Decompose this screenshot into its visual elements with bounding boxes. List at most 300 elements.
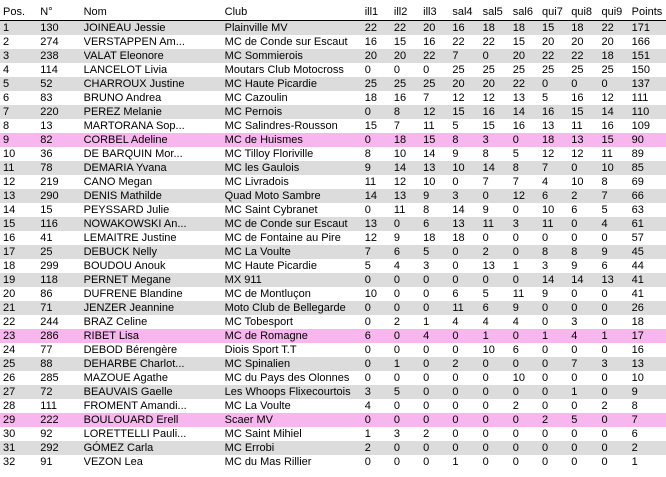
- cell-qui8: 0: [571, 427, 601, 441]
- cell-pos: 7: [0, 105, 40, 119]
- header-row: [0, 4, 666, 21]
- cell-sal6: 0: [513, 273, 542, 287]
- table-row: [0, 357, 666, 371]
- cell-ill1: 0: [365, 273, 394, 287]
- cell-pos: 4: [0, 63, 40, 77]
- cell-sal5: 0: [483, 399, 513, 413]
- cell-club: Diois Sport T.T: [225, 343, 365, 357]
- cell-ill1: 25: [365, 77, 394, 91]
- cell-ill2: 0: [394, 301, 423, 315]
- table-row: [0, 217, 666, 231]
- cell-sal6: 0: [513, 385, 542, 399]
- cell-pos: 18: [0, 259, 40, 273]
- table-row: [0, 161, 666, 175]
- table-row: [0, 203, 666, 217]
- cell-qui7: 15: [542, 21, 571, 36]
- cell-ill2: 6: [394, 245, 423, 259]
- cell-qui9: 25: [601, 63, 631, 77]
- cell-club: MC Spinalien: [225, 357, 365, 371]
- cell-sal4: 0: [452, 371, 482, 385]
- cell-ill3: 0: [423, 413, 452, 427]
- cell-sal6: 0: [513, 231, 542, 245]
- cell-ill1: 0: [365, 105, 394, 119]
- cell-qui9: 12: [601, 91, 631, 105]
- cell-number: 219: [40, 175, 83, 189]
- cell-number: 78: [40, 161, 83, 175]
- cell-name: BRUNO Andrea: [84, 91, 225, 105]
- cell-points: 109: [632, 119, 666, 133]
- cell-sal5: 11: [483, 217, 513, 231]
- cell-qui8: 0: [571, 217, 601, 231]
- cell-sal6: 7: [513, 175, 542, 189]
- cell-pos: 31: [0, 441, 40, 455]
- cell-qui9: 20: [601, 35, 631, 49]
- table-row: [0, 21, 666, 36]
- cell-sal4: 1: [452, 455, 482, 469]
- cell-ill3: 0: [423, 399, 452, 413]
- cell-ill3: 8: [423, 203, 452, 217]
- cell-sal6: 0: [513, 455, 542, 469]
- cell-ill1: 0: [365, 133, 394, 147]
- cell-ill3: 9: [423, 189, 452, 203]
- cell-points: 111: [632, 91, 666, 105]
- cell-points: 61: [632, 217, 666, 231]
- cell-ill1: 0: [365, 371, 394, 385]
- cell-number: 111: [40, 399, 83, 413]
- cell-name: DENIS Mathilde: [84, 189, 225, 203]
- header-club: Club: [225, 4, 365, 21]
- cell-points: 41: [632, 287, 666, 301]
- cell-ill3: 5: [423, 245, 452, 259]
- cell-points: 89: [632, 147, 666, 161]
- cell-name: NOWAKOWSKI An...: [84, 217, 225, 231]
- cell-qui9: 13: [601, 273, 631, 287]
- cell-points: 26: [632, 301, 666, 315]
- cell-sal4: 10: [452, 161, 482, 175]
- cell-sal6: 18: [513, 21, 542, 36]
- cell-sal6: 5: [513, 147, 542, 161]
- cell-qui8: 0: [571, 399, 601, 413]
- table-row: [0, 301, 666, 315]
- cell-ill3: 0: [423, 357, 452, 371]
- cell-qui9: 11: [601, 147, 631, 161]
- cell-name: LORETTELLI Pauli...: [84, 427, 225, 441]
- cell-sal5: 7: [483, 175, 513, 189]
- cell-number: 118: [40, 273, 83, 287]
- cell-ill1: 15: [365, 119, 394, 133]
- cell-qui9: 0: [601, 385, 631, 399]
- cell-qui7: 2: [542, 413, 571, 427]
- cell-qui8: 13: [571, 133, 601, 147]
- cell-sal4: 0: [452, 259, 482, 273]
- cell-sal4: 0: [452, 413, 482, 427]
- cell-sal4: 12: [452, 91, 482, 105]
- cell-sal6: 14: [513, 105, 542, 119]
- cell-points: 45: [632, 245, 666, 259]
- cell-ill1: 8: [365, 147, 394, 161]
- cell-ill3: 1: [423, 315, 452, 329]
- cell-qui9: 0: [601, 413, 631, 427]
- cell-ill2: 4: [394, 259, 423, 273]
- cell-qui7: 14: [542, 273, 571, 287]
- cell-club: MC La Voulte: [225, 399, 365, 413]
- cell-qui8: 0: [571, 371, 601, 385]
- cell-sal5: 3: [483, 133, 513, 147]
- cell-sal5: 0: [483, 231, 513, 245]
- cell-qui9: 1: [601, 329, 631, 343]
- cell-sal5: 18: [483, 21, 513, 36]
- cell-qui9: 16: [601, 119, 631, 133]
- cell-ill2: 11: [394, 203, 423, 217]
- cell-ill3: 10: [423, 175, 452, 189]
- cell-points: 69: [632, 175, 666, 189]
- cell-ill3: 0: [423, 385, 452, 399]
- header-sal6: sal6: [513, 4, 542, 21]
- cell-club: MC Haute Picardie: [225, 259, 365, 273]
- header-sal4: sal4: [452, 4, 482, 21]
- cell-pos: 10: [0, 147, 40, 161]
- cell-sal4: 15: [452, 105, 482, 119]
- cell-number: 52: [40, 77, 83, 91]
- cell-sal4: 0: [452, 329, 482, 343]
- cell-sal4: 14: [452, 203, 482, 217]
- cell-qui8: 8: [571, 245, 601, 259]
- cell-number: 222: [40, 413, 83, 427]
- cell-club: MC de Conde sur Escaut: [225, 217, 365, 231]
- cell-qui7: 18: [542, 133, 571, 147]
- table-row: [0, 413, 666, 427]
- cell-qui9: 6: [601, 259, 631, 273]
- cell-club: MC Sommierois: [225, 49, 365, 63]
- cell-name: LEMAITRE Justine: [84, 231, 225, 245]
- cell-qui7: 0: [542, 385, 571, 399]
- cell-ill2: 0: [394, 287, 423, 301]
- cell-ill2: 13: [394, 189, 423, 203]
- cell-points: 13: [632, 357, 666, 371]
- cell-number: 71: [40, 301, 83, 315]
- cell-club: MC les Gaulois: [225, 161, 365, 175]
- cell-club: MC de Conde sur Escaut: [225, 35, 365, 49]
- cell-sal6: 1: [513, 259, 542, 273]
- cell-points: 17: [632, 329, 666, 343]
- cell-sal5: 0: [483, 441, 513, 455]
- table-row: [0, 441, 666, 455]
- cell-sal6: 0: [513, 329, 542, 343]
- cell-points: 151: [632, 49, 666, 63]
- results-table: [0, 4, 666, 469]
- cell-club: MC Haute Picardie: [225, 77, 365, 91]
- cell-sal6: 0: [513, 133, 542, 147]
- header-number: N°: [40, 4, 83, 21]
- cell-ill2: 20: [394, 49, 423, 63]
- cell-club: Moutars Club Motocross: [225, 63, 365, 77]
- cell-qui7: 0: [542, 301, 571, 315]
- cell-ill2: 0: [394, 455, 423, 469]
- cell-number: 82: [40, 133, 83, 147]
- cell-club: MC de Romagne: [225, 329, 365, 343]
- cell-sal6: 9: [513, 301, 542, 315]
- cell-sal6: 10: [513, 371, 542, 385]
- cell-pos: 19: [0, 273, 40, 287]
- cell-ill1: 0: [365, 357, 394, 371]
- cell-name: DEMARIA Yvana: [84, 161, 225, 175]
- cell-ill2: 14: [394, 161, 423, 175]
- cell-name: FROMENT Amandi...: [84, 399, 225, 413]
- cell-ill1: 0: [365, 343, 394, 357]
- cell-ill2: 25: [394, 77, 423, 91]
- cell-qui9: 18: [601, 49, 631, 63]
- cell-pos: 32: [0, 455, 40, 469]
- cell-ill3: 0: [423, 301, 452, 315]
- cell-ill3: 0: [423, 455, 452, 469]
- header-name: Nom: [84, 4, 225, 21]
- cell-sal4: 0: [452, 343, 482, 357]
- cell-pos: 3: [0, 49, 40, 63]
- cell-name: DEBUCK Nelly: [84, 245, 225, 259]
- cell-name: JENZER Jeannine: [84, 301, 225, 315]
- cell-number: 15: [40, 203, 83, 217]
- cell-sal4: 0: [452, 273, 482, 287]
- cell-number: 88: [40, 357, 83, 371]
- cell-number: 86: [40, 287, 83, 301]
- cell-qui9: 0: [601, 371, 631, 385]
- cell-points: 137: [632, 77, 666, 91]
- cell-sal5: 0: [483, 273, 513, 287]
- cell-qui7: 0: [542, 77, 571, 91]
- cell-sal5: 0: [483, 371, 513, 385]
- cell-number: 77: [40, 343, 83, 357]
- cell-name: BOULOUARD Erell: [84, 413, 225, 427]
- cell-qui8: 5: [571, 413, 601, 427]
- cell-club: MC Tilloy Floriville: [225, 147, 365, 161]
- cell-sal6: 2: [513, 399, 542, 413]
- cell-qui7: 0: [542, 315, 571, 329]
- cell-sal5: 0: [483, 413, 513, 427]
- cell-qui7: 0: [542, 231, 571, 245]
- cell-ill1: 11: [365, 175, 394, 189]
- cell-ill3: 4: [423, 329, 452, 343]
- cell-ill3: 20: [423, 21, 452, 36]
- cell-number: 238: [40, 49, 83, 63]
- cell-ill2: 10: [394, 147, 423, 161]
- cell-club: MC de Huismes: [225, 133, 365, 147]
- cell-ill1: 0: [365, 63, 394, 77]
- cell-pos: 6: [0, 91, 40, 105]
- cell-sal5: 0: [483, 357, 513, 371]
- cell-sal6: 16: [513, 119, 542, 133]
- cell-club: MC du Mas Rillier: [225, 455, 365, 469]
- cell-sal6: 11: [513, 287, 542, 301]
- cell-name: PEREZ Melanie: [84, 105, 225, 119]
- table-row: [0, 455, 666, 469]
- cell-ill2: 1: [394, 357, 423, 371]
- cell-sal4: 11: [452, 301, 482, 315]
- cell-sal5: 5: [483, 287, 513, 301]
- cell-points: 8: [632, 399, 666, 413]
- table-header: [0, 4, 666, 21]
- cell-ill2: 15: [394, 35, 423, 49]
- cell-sal6: 22: [513, 77, 542, 91]
- table-row: [0, 259, 666, 273]
- cell-points: 171: [632, 21, 666, 36]
- cell-qui9: 0: [601, 455, 631, 469]
- cell-pos: 2: [0, 35, 40, 49]
- table-row: [0, 35, 666, 49]
- cell-ill2: 2: [394, 315, 423, 329]
- cell-sal6: 0: [513, 441, 542, 455]
- cell-name: MAZOUE Agathe: [84, 371, 225, 385]
- cell-ill3: 0: [423, 371, 452, 385]
- cell-ill2: 0: [394, 399, 423, 413]
- header-ill1: ill1: [365, 4, 394, 21]
- cell-name: PEYSSARD Julie: [84, 203, 225, 217]
- cell-sal6: 3: [513, 217, 542, 231]
- table-row: [0, 91, 666, 105]
- cell-points: 1: [632, 455, 666, 469]
- cell-club: MC Cazoulin: [225, 91, 365, 105]
- cell-points: 10: [632, 371, 666, 385]
- cell-sal5: 10: [483, 343, 513, 357]
- cell-sal6: 4: [513, 315, 542, 329]
- cell-number: 25: [40, 245, 83, 259]
- cell-qui7: 6: [542, 189, 571, 203]
- table-row: [0, 105, 666, 119]
- cell-club: MC de Montluçon: [225, 287, 365, 301]
- cell-number: 13: [40, 119, 83, 133]
- cell-name: CHARROUX Justine: [84, 77, 225, 91]
- cell-qui9: 15: [601, 133, 631, 147]
- cell-points: 9: [632, 385, 666, 399]
- cell-qui8: 11: [571, 119, 601, 133]
- cell-points: 6: [632, 427, 666, 441]
- cell-name: BEAUVAIS Gaelle: [84, 385, 225, 399]
- cell-qui8: 12: [571, 147, 601, 161]
- cell-ill1: 12: [365, 231, 394, 245]
- cell-sal6: 15: [513, 35, 542, 49]
- cell-number: 83: [40, 91, 83, 105]
- cell-number: 274: [40, 35, 83, 49]
- cell-sal4: 2: [452, 357, 482, 371]
- table-row: [0, 49, 666, 63]
- cell-number: 36: [40, 147, 83, 161]
- cell-points: 150: [632, 63, 666, 77]
- header-ill3: ill3: [423, 4, 452, 21]
- cell-ill2: 9: [394, 231, 423, 245]
- cell-club: Scaer MV: [225, 413, 365, 427]
- cell-ill1: 0: [365, 413, 394, 427]
- cell-number: 290: [40, 189, 83, 203]
- cell-ill1: 22: [365, 21, 394, 36]
- cell-name: GÓMEZ Carla: [84, 441, 225, 455]
- cell-points: 166: [632, 35, 666, 49]
- cell-points: 110: [632, 105, 666, 119]
- cell-sal5: 4: [483, 315, 513, 329]
- cell-pos: 28: [0, 399, 40, 413]
- header-points: Points: [632, 4, 666, 21]
- cell-sal6: 0: [513, 357, 542, 371]
- cell-qui7: 0: [542, 441, 571, 455]
- cell-sal5: 0: [483, 427, 513, 441]
- cell-name: DUFRENE Blandine: [84, 287, 225, 301]
- cell-pos: 17: [0, 245, 40, 259]
- cell-ill1: 9: [365, 161, 394, 175]
- cell-ill2: 16: [394, 91, 423, 105]
- cell-sal5: 0: [483, 189, 513, 203]
- table-row: [0, 343, 666, 357]
- cell-club: MC Errobi: [225, 441, 365, 455]
- cell-qui8: 1: [571, 385, 601, 399]
- cell-name: DE BARQUIN Mor...: [84, 147, 225, 161]
- cell-points: 16: [632, 343, 666, 357]
- cell-sal5: 20: [483, 77, 513, 91]
- cell-number: 114: [40, 63, 83, 77]
- cell-pos: 21: [0, 301, 40, 315]
- cell-qui8: 18: [571, 21, 601, 36]
- cell-ill1: 6: [365, 329, 394, 343]
- cell-club: MC Saint Cybranet: [225, 203, 365, 217]
- cell-qui8: 0: [571, 77, 601, 91]
- cell-sal6: 13: [513, 91, 542, 105]
- cell-sal6: 8: [513, 161, 542, 175]
- table-row: [0, 119, 666, 133]
- cell-name: VEZON Lea: [84, 455, 225, 469]
- cell-pos: 9: [0, 133, 40, 147]
- cell-points: 66: [632, 189, 666, 203]
- cell-qui7: 0: [542, 343, 571, 357]
- cell-sal6: 6: [513, 343, 542, 357]
- cell-points: 2: [632, 441, 666, 455]
- cell-ill3: 16: [423, 35, 452, 49]
- cell-number: 130: [40, 21, 83, 36]
- cell-club: MC Salindres-Rousson: [225, 119, 365, 133]
- cell-ill2: 18: [394, 133, 423, 147]
- cell-sal5: 14: [483, 161, 513, 175]
- cell-qui7: 1: [542, 329, 571, 343]
- cell-name: JOINEAU Jessie: [84, 21, 225, 36]
- cell-number: 116: [40, 217, 83, 231]
- cell-sal4: 7: [452, 49, 482, 63]
- cell-pos: 30: [0, 427, 40, 441]
- cell-ill3: 13: [423, 161, 452, 175]
- cell-points: 63: [632, 203, 666, 217]
- header-sal5: sal5: [483, 4, 513, 21]
- cell-sal5: 25: [483, 63, 513, 77]
- cell-pos: 11: [0, 161, 40, 175]
- cell-qui8: 0: [571, 301, 601, 315]
- cell-sal4: 0: [452, 175, 482, 189]
- cell-points: 18: [632, 315, 666, 329]
- cell-qui8: 25: [571, 63, 601, 77]
- cell-ill1: 18: [365, 91, 394, 105]
- cell-sal4: 25: [452, 63, 482, 77]
- cell-ill1: 1: [365, 427, 394, 441]
- cell-club: MC Livradois: [225, 175, 365, 189]
- cell-ill3: 11: [423, 119, 452, 133]
- cell-ill2: 8: [394, 105, 423, 119]
- cell-name: RIBET Lisa: [84, 329, 225, 343]
- cell-pos: 13: [0, 189, 40, 203]
- cell-ill2: 0: [394, 441, 423, 455]
- cell-ill1: 16: [365, 35, 394, 49]
- cell-qui9: 9: [601, 245, 631, 259]
- cell-club: MC du Pays des Olonnes: [225, 371, 365, 385]
- cell-ill1: 13: [365, 217, 394, 231]
- cell-qui7: 13: [542, 119, 571, 133]
- cell-sal6: 20: [513, 49, 542, 63]
- cell-ill2: 12: [394, 175, 423, 189]
- cell-qui9: 10: [601, 161, 631, 175]
- table-row: [0, 371, 666, 385]
